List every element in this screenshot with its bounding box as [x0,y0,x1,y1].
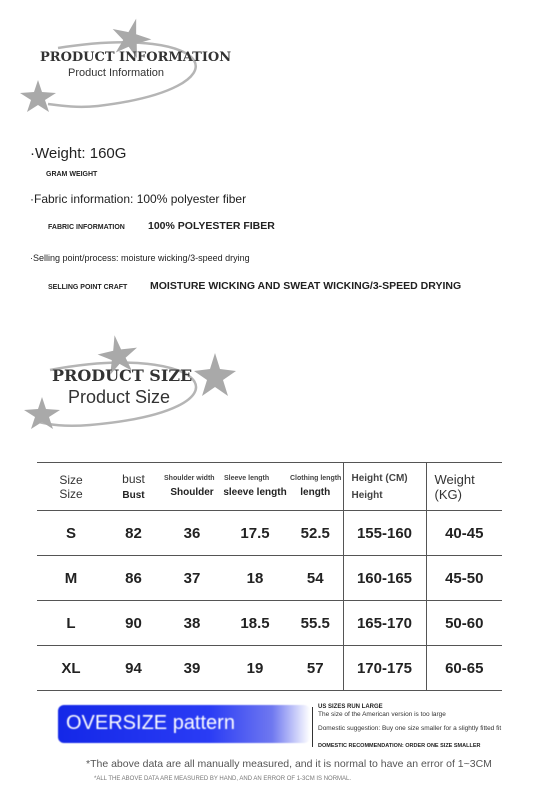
header-bust: bust Bust [122,472,145,501]
selling-caption: SELLING POINT CRAFT [48,284,128,291]
height-cell: 165-170 [343,601,426,646]
height-cell: 155-160 [343,511,426,556]
size-cell: M [64,569,78,587]
fabric-label: ·Fabric information: 100% polyester fiber [30,192,247,206]
length-cell: 55.5 [300,614,330,632]
star-icon [194,353,236,396]
oversize-divider [312,707,313,747]
weight-cell: 45-50 [426,556,502,601]
header-sleeve: Sleeve length sleeve length [223,475,287,498]
bust-cell: 90 [125,614,142,632]
shoulder-cell: 36 [183,524,201,542]
header-height: Height (CM) Height [343,463,426,511]
bust-cell: 86 [125,569,142,587]
header-length: Clothing length length [290,475,342,498]
selling-label: ·Selling point/process: moisture wicking/3-speed drying [30,253,250,263]
weight-cell: 40-45 [426,511,502,556]
size-cell: XL [61,659,81,677]
size-cell: S [65,524,76,542]
table-row [37,601,502,646]
shoulder-cell: 39 [183,659,201,677]
weight-cell: 50-60 [426,601,502,646]
header-weight: Weight (KG) [426,463,502,511]
fabric-caption: FABRIC INFORMATION [48,224,125,231]
domestic-caps: DOMESTIC RECOMMENDATION: ORDER ONE SIZE SMALLER [318,743,481,749]
bust-cell: 82 [125,524,142,542]
oversize-badge-text: OVERSIZE pattern [66,712,235,734]
height-cell: 170-175 [343,646,426,691]
table-row [37,511,502,556]
header-shoulder: Shoulder width Shoulder [164,475,215,498]
weight-caption: GRAM WEIGHT [46,171,98,178]
height-cell: 160-165 [343,556,426,601]
size-cell: L [66,614,76,632]
weight-label: ·Weight: 160G [30,145,127,162]
star-icon [20,80,56,112]
shoulder-cell: 38 [183,614,201,632]
footer-note-caps: *ALL THE ABOVE DATA ARE MEASURED BY HAND, AND AN ERROR OF 1-3CM IS NORMAL. [94,776,352,782]
domestic-note: Domestic suggestion: Buy one size smaller for a slightly fitted fit [318,725,502,732]
length-cell: 54 [306,569,324,587]
selling-value: MOISTURE WICKING AND SWEAT WICKING/3-SPEED DRYING [150,280,462,292]
us-sizes-note: The size of the American version is too large [318,711,446,718]
size-subtitle: Product Size [68,387,171,407]
header-size: Size Size [59,472,83,501]
weight-cell: 60-65 [426,646,502,691]
size-table [37,462,502,691]
sleeve-cell: 18.5 [240,614,270,632]
info-subtitle: Product Information [68,67,164,79]
length-cell: 52.5 [300,524,330,542]
bust-cell: 94 [125,659,142,677]
oversize-badge [58,705,310,743]
sleeve-cell: 18 [246,569,264,587]
us-sizes-caps: US SIZES RUN LARGE [318,704,383,710]
footer-note: *The above data are all manually measured, and it is normal to have an error of 1~3CM [86,758,492,770]
table-header-row [37,463,502,511]
length-cell: 57 [306,659,324,677]
shoulder-cell: 37 [183,569,201,587]
sleeve-cell: 19 [246,659,264,677]
table-row [37,556,502,601]
sleeve-cell: 17.5 [240,524,270,542]
fabric-value: 100% POLYESTER FIBER [148,220,275,232]
info-title: PRODUCT INFORMATION [40,50,232,65]
size-title: PRODUCT SIZE [52,366,193,385]
table-row [37,646,502,691]
size-header-decoration [20,335,240,435]
